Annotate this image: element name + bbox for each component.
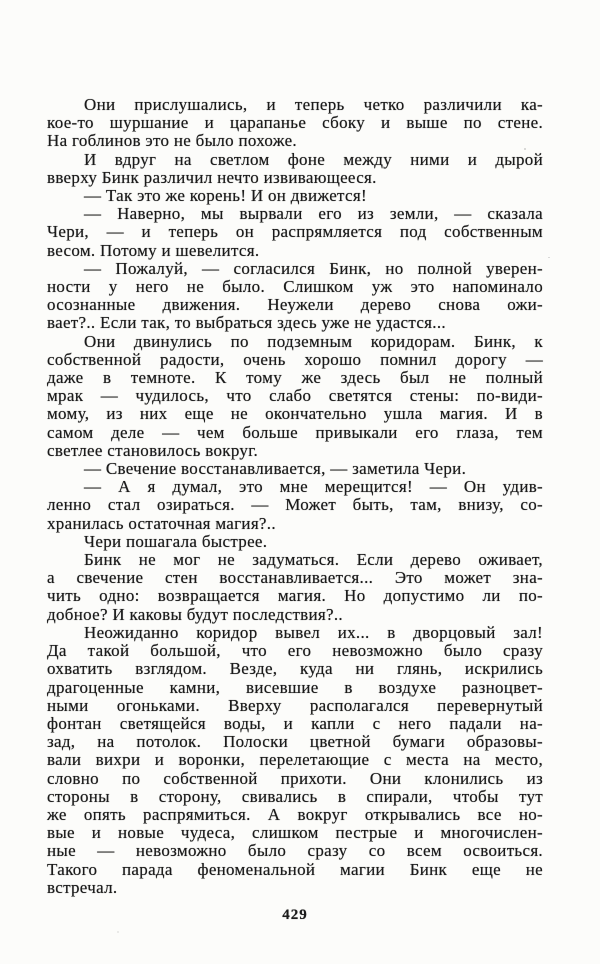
text-line: светлее становилось вокруг. [47, 440, 259, 460]
paragraph [47, 333, 543, 460]
paragraph [47, 533, 543, 551]
text-line: — А я думал, это мне мерещится! — Он удив- [84, 477, 543, 497]
text-line: добное? И каковы будут последствия?.. [47, 604, 343, 624]
text-line: ленно стал озираться. — Может быть, там, внизу, со- [47, 495, 543, 515]
text-line: охватить взглядом. Везде, куда ни глянь, искрились [47, 659, 543, 679]
text-line: же опять распрямиться. А вокруг открывались все но- [47, 804, 543, 824]
text-line: ными огоньками. Вверху располагался перевернутый [47, 695, 543, 715]
text-line: чить одно: возвращается магия. Но допустимо ли по- [47, 586, 543, 606]
text-line: ности у него не было. Слишком уж это напоминало [47, 277, 543, 297]
paragraph [47, 205, 543, 260]
text-column [47, 96, 543, 897]
text-line: — Так это же корень! И он движется! [84, 186, 367, 206]
text-line: собственной радости, очень хорошо помнил дорогу — [47, 349, 543, 369]
text-line: стороны в сторону, свивались в спирали, чтобы тут [47, 786, 543, 806]
text-line: Они прислушались, и теперь четко различили ка- [84, 95, 543, 114]
text-line: осознанные движения. Неужели дерево снова ожи- [47, 295, 543, 315]
text-line: мому, из них еще не окончательно ушла магия. И в [47, 404, 543, 424]
page-number: 429 [282, 907, 308, 923]
text-line: Чери, — и теперь он распрямляется под собственным [47, 222, 543, 242]
paragraph [47, 478, 543, 533]
paragraph [47, 624, 543, 897]
text-line: — Свечение восстанавливается, — заметила Чери. [84, 459, 467, 479]
text-line: фонтан светящейся воды, и капли с него падали на- [47, 713, 543, 733]
text-line: И вдруг на светлом фоне между ними и дырой [84, 149, 543, 169]
paragraph [47, 260, 543, 333]
text-line: Такого парада феноменальной магии Бинк еще не [47, 859, 543, 879]
text-line: На гоблинов это не было похоже. [47, 131, 297, 151]
text-line: словно по собственной прихоти. Они клонились из [47, 768, 543, 788]
text-line: зад, на потолок. Полоски цветной бумаги образовы- [47, 732, 543, 752]
scan-speck [536, 436, 538, 438]
paragraph [47, 551, 543, 624]
text-line: Неожиданно коридор вывел их... в дворцовый зал! [84, 622, 543, 642]
text-line: Они двинулись по подземным коридорам. Бинк, к [84, 331, 543, 351]
text-line: — Наверно, мы вырвали его из земли, — сказала [84, 204, 543, 224]
paragraph [47, 460, 543, 478]
scan-speck [117, 931, 119, 933]
text-line: даже в темноте. К тому же здесь был не полный [47, 368, 543, 388]
paragraph [47, 187, 543, 205]
text-line: самом деле — чем больше привыкали его глаза, тем [47, 422, 543, 442]
text-line: ные — невозможно было сразу со всем освоиться. [47, 841, 543, 861]
scan-speck [524, 148, 526, 150]
paragraph [47, 96, 543, 151]
text-line: Чери пошагала быстрее. [84, 531, 268, 551]
text-line: вает?.. Если так, то выбраться здесь уже не удастся... [47, 313, 446, 333]
text-line: вые и новые чудеса, слишком пестрые и многочислен- [47, 823, 543, 843]
text-line: вали вихри и воронки, перелетающие с места на место, [47, 750, 543, 770]
text-line: хранилась остаточная магия?.. [47, 513, 276, 533]
scan-speck [548, 257, 550, 258]
text-line: Да такой большой, что его невозможно было сразу [47, 641, 543, 661]
text-line: драгоценные камни, висевшие в воздухе разноцвет- [47, 677, 543, 697]
paragraph [47, 151, 543, 187]
text-line: весом. Потому и шевелится. [47, 240, 260, 260]
text-line: кое-то шуршание и царапанье сбоку и выше по стене. [47, 113, 543, 133]
text-line: Бинк не мог не задуматься. Если дерево оживает, [84, 550, 543, 570]
text-line: мрак — чудилось, что слабо светятся стены: по-види- [47, 386, 543, 406]
text-line: — Пожалуй, — согласился Бинк, но полной уверен- [84, 258, 543, 278]
text-line: встречал. [47, 877, 118, 897]
text-line: а свечение стен восстанавливается... Это может зна- [47, 568, 543, 588]
text-line: вверху Бинк различил нечто извивающееся. [47, 167, 377, 187]
